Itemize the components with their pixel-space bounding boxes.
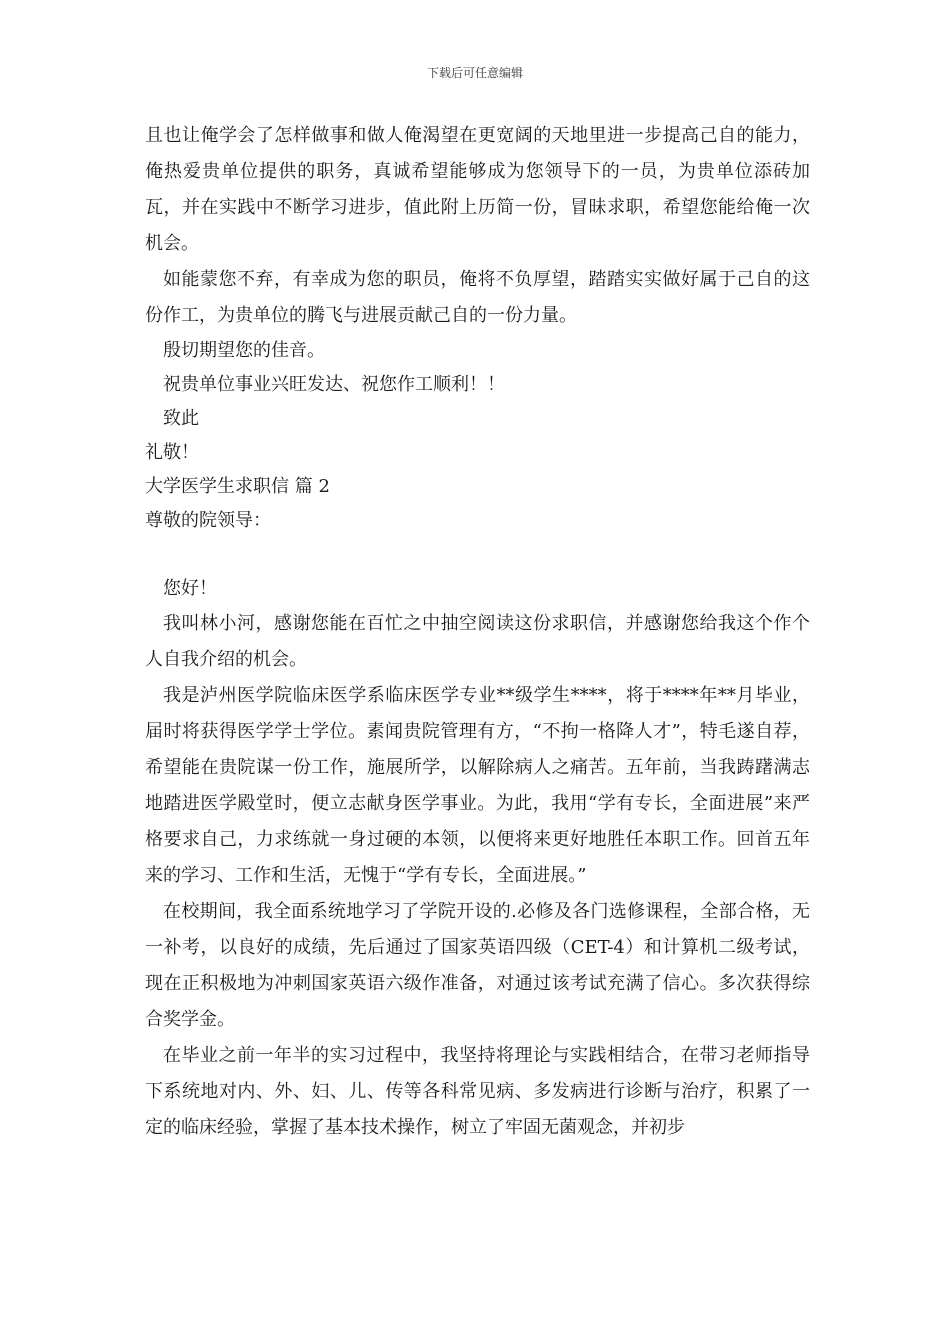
document-body: [145, 118, 810, 1146]
paragraph-studies: 在校期间，我全面系统地学习了学院开设的.必修及各门选修课程，全部合格，无一补考，以良好的成绩，先后通过了国家英语四级（CET-4）和计算机二级考试，现在正积极地为冲刺国家英语六级作准备，对通过该考试充满了信心。多次获得综合奖学金。: [145, 901, 810, 1030]
page-header: 下载后可任意编辑: [426, 66, 523, 80]
paragraph-background: 我是泸州医学院临床医学系临床医学专业**级学生****，将于****年**月毕业，届时将获得医学学士学位。素闻贵院管理有方，“不拘一格降人才”，特毛遂自荐，希望能在贵院谋一份工作，施展所学，以解除病人之痛苦。五年前，当我踌躇满志地踏进医学殿堂时，便立志献身医学事业。为此，我用“学有专长，全面进展”来严格要求自己，力求练就一身过硬的本领，以便将来更好地胜任本职工作。回首五年来的学习、工作和生活，无愧于“学有专长，全面进展。”: [145, 685, 810, 886]
paragraph-continuation: 且也让俺学会了怎样做事和做人俺渴望在更宽阔的天地里进一步提高己自的能力，俺热爱贵单位提供的职务，真诚希望能够成为您领导下的一员，为贵单位添砖加瓦，并在实践中不断学习进步，值此附上历简一份，冒昧求职，希望您能给俺一次机会。: [145, 125, 810, 254]
paragraph-salute: 礼敬！: [145, 442, 199, 463]
section-title: 大学医学生求职信 篇 2: [145, 476, 330, 497]
paragraph-wishes: 祝贵单位事业兴旺发达、祝您作工顺利！！: [163, 374, 505, 395]
paragraph-hope: 殷切期望您的佳音。: [163, 340, 325, 361]
paragraph-internship: 在毕业之前一年半的实习过程中，我坚持将理论与实践相结合，在带习老师指导下系统地对内、外、妇、儿、传等各科常见病、多发病进行诊断与治疗，积累了一定的临床经验，掌握了基本技术操作，树立了牢固无菌观念，并初步: [145, 1045, 810, 1138]
paragraph-closing: 致此: [163, 408, 199, 429]
paragraph-introduction: 我叫林小河，感谢您能在百忙之中抽空阅读这份求职信，并感谢您给我这个作个人自我介绍的机会。: [145, 613, 810, 670]
letter-salutation: 尊敬的院领导：: [145, 510, 271, 531]
paragraph-commitment: 如能蒙您不弃，有幸成为您的职员，俺将不负厚望，踏踏实实做好属于己自的这份作工，为贵单位的腾飞与进展贡献己自的一份力量。: [145, 269, 810, 326]
letter-greeting: 您好！: [163, 578, 217, 599]
